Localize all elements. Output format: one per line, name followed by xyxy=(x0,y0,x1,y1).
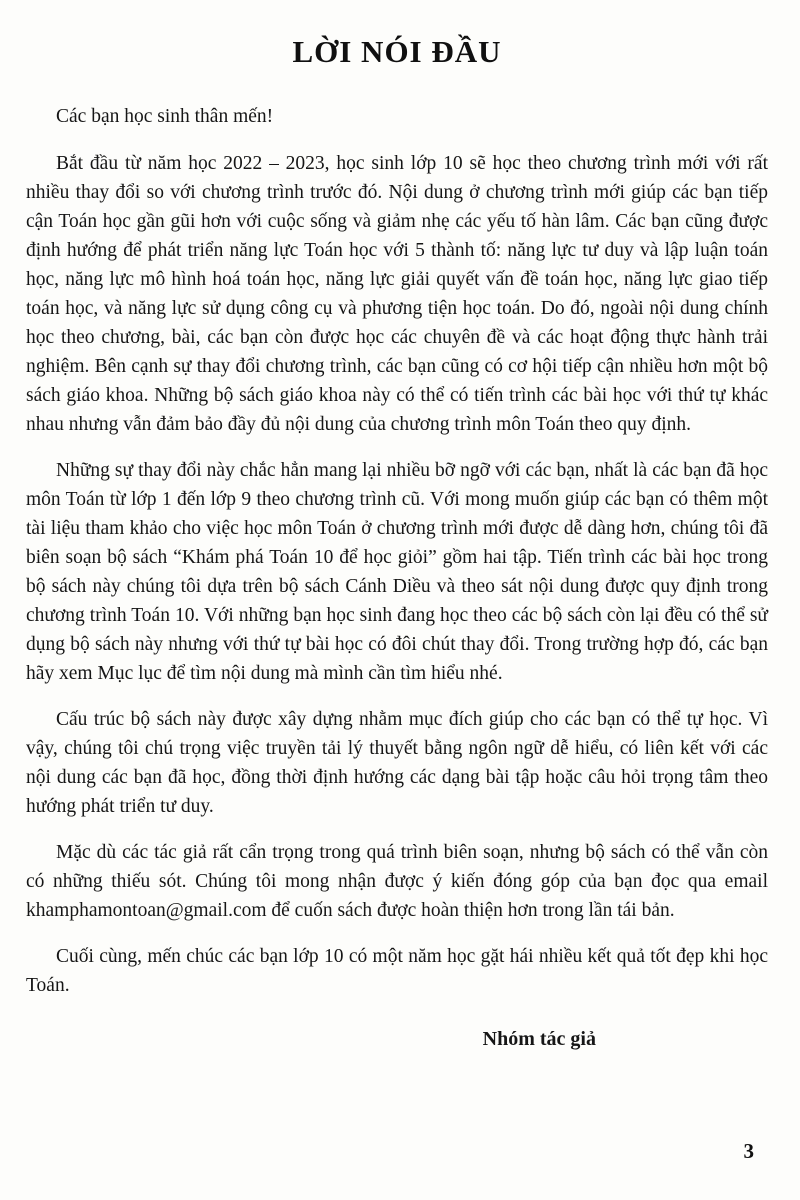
paragraph-book-series: Những sự thay đổi này chắc hẳn mang lại nhiều bỡ ngỡ với các bạn, nhất là các bạn đã học môn Toán từ lớp 1 đến lớp 9 theo chương trình cũ. Với mong muốn giúp các bạn có thêm một tài liệu tham khảo cho việc học môn Toán ở chương trình mới được dễ dàng hơn, chúng tôi đã biên soạn bộ sách “Khám phá Toán 10 để học giỏi” gồm hai tập. Tiến trình các bài học trong bộ sách này chúng tôi dựa trên bộ sách Cánh Diều và theo sát nội dung được quy định trong chương trình Toán 10. Với những bạn học sinh đang học theo các bộ sách còn lại đều có thể sử dụng bộ sách này nhưng với thứ tự bài học có đôi chút thay đổi. Trong trường hợp đó, các bạn hãy xem Mục lục để tìm nội dung mà mình cần tìm hiểu nhé. xyxy=(26,460,768,684)
paragraph-feedback-email: Mặc dù các tác giả rất cẩn trọng trong quá trình biên soạn, nhưng bộ sách có thể vẫn còn có những thiếu sót. Chúng tôi mong nhận được ý kiến đóng góp của bạn đọc qua email khamphamontoan@gmail.com để cuốn sách được hoàn thiện hơn trong lần tái bản. xyxy=(26,842,768,921)
paragraph-closing-wish: Cuối cùng, mến chúc các bạn lớp 10 có một năm học gặt hái nhiều kết quả tốt đẹp khi học Toán. xyxy=(26,946,768,996)
paragraph-structure: Cấu trúc bộ sách này được xây dựng nhằm mục đích giúp cho các bạn có thể tự học. Vì vậy, chúng tôi chú trọng việc truyền tải lý thuyết bằng ngôn ngữ dễ hiểu, có liên kết với các nội dung các bạn đã học, đồng thời định hướng các dạng bài tập hoặc câu hỏi trọng tâm theo hướng phát triển tư duy. xyxy=(26,709,768,817)
page-title: LỜI NÓI ĐẦU xyxy=(292,34,502,69)
page-number: 3 xyxy=(743,1139,754,1163)
author-signature: Nhóm tác giả xyxy=(482,1028,596,1050)
paragraph-intro-curriculum: Bắt đầu từ năm học 2022 – 2023, học sinh lớp 10 sẽ học theo chương trình mới với rất nhiều thay đổi so với chương trình trước đó. Nội dung ở chương trình mới giúp các bạn tiếp cận Toán học gần gũi hơn với cuộc sống và giảm nhẹ các yếu tố hàn lâm. Các bạn cũng được định hướng để phát triển năng lực Toán học với 5 thành tố: năng lực tư duy và lập luận toán học, năng lực mô hình hoá toán học, năng lực giải quyết vấn đề toán học, năng lực giao tiếp toán học, và năng lực sử dụng công cụ và phương tiện học toán. Do đó, ngoài nội dung chính học theo chương, bài, các bạn còn được học các chuyên đề và các hoạt động thực hành trải nghiệm. Bên cạnh sự thay đổi chương trình, các bạn cũng có cơ hội tiếp cận nhiều hơn một bộ sách giáo khoa. Những bộ sách giáo khoa này có thể có tiến trình các bài học với thứ tự khác nhau nhưng vẫn đảm bảo đầy đủ nội dung của chương trình môn Toán theo quy định. xyxy=(26,153,768,435)
salutation: Các bạn học sinh thân mến! xyxy=(56,106,274,127)
